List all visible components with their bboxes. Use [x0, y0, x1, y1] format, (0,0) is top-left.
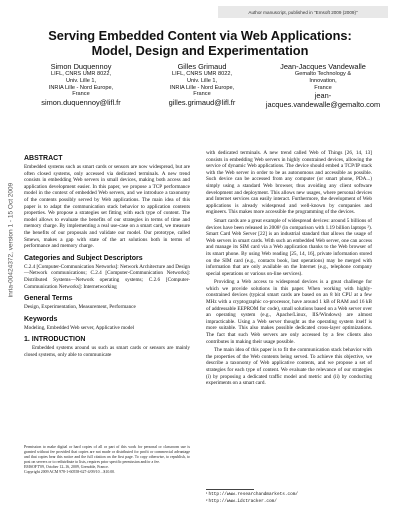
copyright-text: Copyright 2009 ACM 978-1-60558-627-4/09/10 ...$10.00.	[24, 469, 116, 474]
right-column	[206, 150, 372, 389]
categories-heading: Categories and Subject Descriptors	[24, 254, 143, 262]
author-affiliation-line: Innovation,	[309, 77, 337, 84]
author-affiliation-line: LIFL, CNRS UMR 8022,	[172, 71, 232, 77]
footnote-mark: ¹	[206, 491, 208, 496]
author-name: Jean-Jacques Vandewalle	[280, 62, 366, 71]
author-email: gilles.grimaud@lifl.fr	[168, 98, 236, 108]
author-affiliation-line: France	[314, 84, 332, 91]
general-terms-heading: General Terms	[24, 295, 73, 303]
introduction-heading: 1. INTRODUCTION	[24, 336, 86, 344]
venue-text: EMSOFT'09, October 12–16, 2009, Grenoble, France.	[24, 464, 109, 469]
author-3	[264, 62, 382, 109]
author-affiliation-line: LIFL, CNRS UMR 8022,	[51, 71, 111, 77]
footnote-link[interactable]: http://www.idctracker.com/	[208, 498, 277, 504]
author-2	[143, 62, 261, 109]
author-email: jean-jacques.vandewalle@gemalto.com	[265, 91, 381, 110]
abstract-heading: ABSTRACT	[24, 155, 63, 162]
author-affiliation-line: Univ. Lille 1,	[65, 77, 97, 84]
general-terms-text: Design, Experimentation, Measurement, Performance	[24, 304, 136, 311]
author-block	[22, 62, 382, 109]
banner-text: Author manuscript, published in "Emsoft 2009 (2009)"	[248, 9, 358, 15]
keywords-text: Modeling, Embedded Web server, Applicative model	[24, 324, 135, 331]
body-paragraph: with dedicated terminals. A new trend called Web of Things [26, 14, 13] consists in embedding Web servers in highly constrained devices, allowing the service of dynamic Web applications. The device should embed a TCP/IP stack with the Web server in order to be as autonomous and accessible as possible. Such device can be accessed from any computer (or smart phone, PDA...) simply using a standard Web browser, thus avoiding any client software development and deployment. This allows new usages, where personal devices and Internet services can easily interact. Furthermore, the development of Web applications is already widespread and well-known by companies and engineers. This makes more accessible the programming of the devices.	[206, 150, 372, 216]
archive-identifier-text: inria-00424372, version 1 - 15 Oct 2009	[7, 182, 15, 298]
footnote-link[interactable]: http://www.researchandmarkets.com/	[208, 492, 299, 497]
footnote-rule	[206, 489, 254, 490]
body-paragraph: Smart cards are a great example of widespread devices: around 5 billions of devices have been released in 2008¹ (in comparison with 1.19 billion laptops ²). Smart Card Web Server [22] is an industrial standard that allows the usage of Web servers in smart cards. With such an embedded Web server, one can access and manage its SIM card via a Web application thanks to the Web browser of its smart phone. By using Web reading [25, 14, 16], private information stored on the SIM card (e.g., contacts book, last operations) may be merged with information that are only available on the Internet (e.g., telephone company special operations or various on-line services).	[206, 217, 372, 277]
footnote	[206, 491, 372, 498]
footnote	[206, 498, 372, 505]
keywords-heading: Keywords	[24, 315, 58, 323]
author-affiliation-line: INRIA Lille - Nord Europe,	[169, 84, 235, 91]
author-1	[22, 62, 140, 109]
author-name: Simon Duquennoy	[50, 62, 112, 71]
author-affiliation-line: Univ. Lille 1,	[186, 77, 218, 84]
body-paragraph: The main idea of this paper is to fit the communication stack behavior with the properties of the Web contents being served. To achieve this objective, we describe a taxonomy of Web applicative contents, and we propose a set of strategies for each type of content. We evaluate the relevance of our strategies (i) by proposing a dedicated traffic model and metric and (ii) by conducting experiments on a smart card.	[206, 347, 372, 387]
author-affiliation-line: INRIA Lille - Nord Europe,	[48, 84, 114, 91]
body-paragraph: Providing a Web access to widespread devices is a great challenge for which we provide solutions in this paper. When working with highly-constrained devices (typical smart cards are based on an 8 bit CPU at a few MHz with a cryptographic co-processor, have around 1 kB of RAM and 16 kB of addressable EEPROM for code), small solutions based on a Web server over an operating system (e.g., Apache/Linux, IIS/Windows) are almost impracticable. Using a Web server thought as the operating system itself is more suitable. This also makes possible dedicated cross-layer optimizations. The fact that such Web servers are only accessed by a few clients also contributes in making their usage possible.	[206, 279, 372, 345]
permission-text: Permission to make digital or hard copies of all or part of this work for personal or classroom use is granted without fee provided that copies are not made or distributed for profit or commercial advantage and that copies bear this notice and the full citation on the first page. To copy otherwise, to republish, to post on servers or to redistribute to lists, requires prior specific permission and/or a fee.	[24, 445, 190, 464]
archive-identifier	[2, 150, 20, 330]
paper-title: Serving Embedded Content via Web Applications: Model, Design and Experimentation	[48, 28, 352, 58]
author-affiliation-line: France	[193, 91, 211, 98]
introduction-text: Embedded systems around us such as smart cards or sensors are mainly closed systems, only able to communicate	[24, 345, 190, 358]
author-affiliation-line: Gemalto Technology &	[294, 71, 352, 77]
manuscript-banner	[218, 6, 388, 18]
author-affiliation-line: France	[72, 91, 90, 98]
left-column	[24, 150, 190, 360]
footnote-mark: ²	[206, 497, 208, 503]
author-name: Gilles Grimaud	[177, 62, 227, 71]
categories-text: C.2.4 [Computer-Communication Networks]: Network Architecture and Design—Network communications; C.2.4 [Computer-Communication Networks]: Distributed Systems—Network operating systems; C.2.6 [Computer-Communication Networks]: Internetworking	[24, 263, 190, 290]
abstract-text: Embedded systems such as smart cards or sensors are now widespread, but are often closed systems, only accessed via dedicated terminals. A new trend consists in embedding Web servers in small devices, making both access and application development easier. In this paper, we propose a TCP performance model in the context of embedded Web servers, and we introduce a taxonomy of the contents possibly served by Web applications. The main idea of this paper is to adapt the communication stack behavior to application contents properties. We propose a strategies set fitting with each type of content. The model allows to evaluate the benefits of our strategies in terms of time and memory charge. By implementing a real use-case on a smart card, we measure the benefits of our proposals and validate our model. Our prototype, called Smews, makes a gap with state of the art solutions both in terms of performance and memory charge.	[24, 164, 190, 250]
footnotes	[206, 491, 372, 504]
author-email: simon.duquennoy@lifl.fr	[41, 98, 121, 108]
copyright-notice	[24, 445, 190, 474]
